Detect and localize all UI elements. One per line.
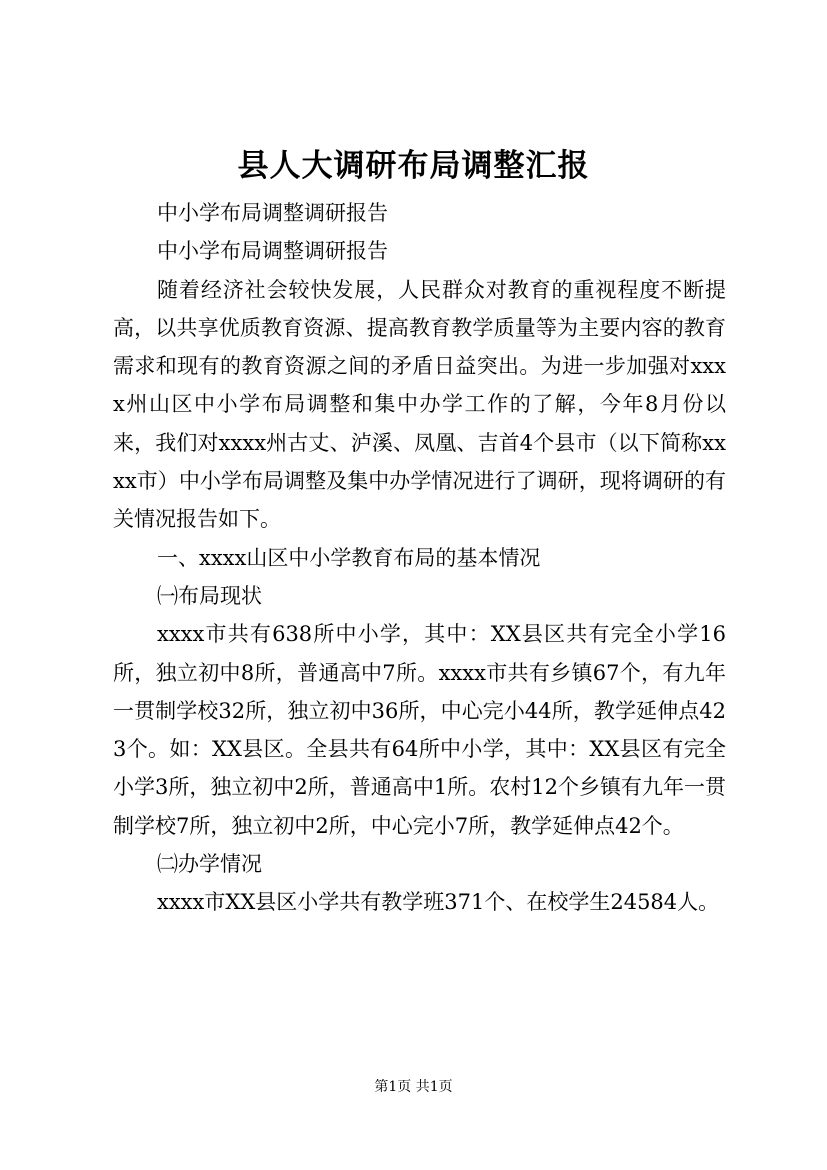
section-heading: 一、xxxx山区中小学教育布局的基本情况: [157, 545, 541, 570]
subtitle-line: 中小学布局调整调研报告: [157, 201, 388, 225]
subtitle-line: 中小学布局调整调研报告: [157, 239, 388, 264]
document-title: 县人大调研布局调整汇报: [237, 148, 590, 184]
document-body: [113, 194, 726, 922]
body-paragraph: xxxx市共有638所中小学，其中：XX县区共有完全小学16所，独立初中8所，普通高中7所。xxxx市共有乡镇67个，有九年一贯制学校32所，独立初中36所，中心完小44所，教学延伸点423个。如：XX县区。全县共有64所中小学，其中：XX县区有完全小学3所，独立初中2所，普通高中1所。农村12个乡镇有九年一贯制学校7所，独立初中2所，中心完小7所，教学延伸点42个。: [113, 622, 726, 838]
intro-paragraph: 随着经济社会较快发展，人民群众对教育的重视程度不断提高，以共享优质教育资源、提高教育教学质量等为主要内容的教育需求和现有的教育资源之间的矛盾日益突出。为进一步加强对xxxx州山区中小学布局调整和集中办学工作的了解，今年8月份以来，我们对xxxx州古丈、泸溪、凤凰、吉首4个县市（以下简称xxxx市）中小学布局调整及集中办学情况进行了调研，现将调研的有关情况报告如下。: [113, 277, 726, 532]
body-paragraph: xxxx市XX县区小学共有教学班371个、在校学生24584人。: [157, 890, 720, 915]
subsection-heading: ㈡办学情况: [157, 852, 262, 877]
subsection-heading: ㈠布局现状: [157, 583, 262, 608]
page-number-footer: 第1页 共1页: [374, 1079, 453, 1095]
